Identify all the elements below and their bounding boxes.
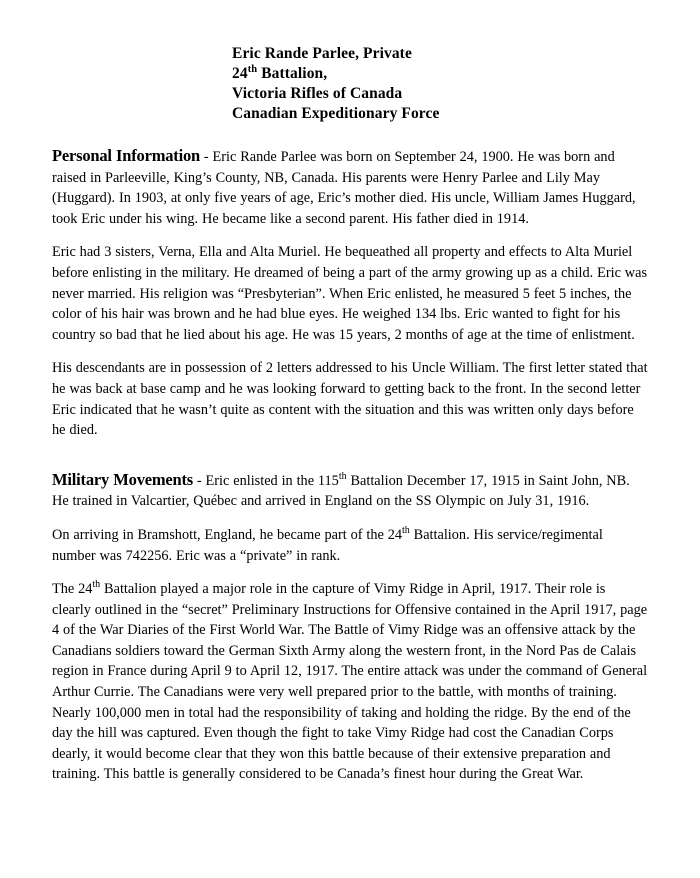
military-body-3a: The 24 [52,581,93,598]
personal-info-heading: Personal Information [52,146,200,165]
military-heading: Military Movements [52,469,194,489]
title-line-2-rest: Battalion, [257,65,328,82]
military-body-1b: Battalion December 17, 1915 in Saint John, NB. He trained in Valcartier, Québec and arrived in England on the SS Olympic on July 31, 1916. [52,472,630,510]
personal-info-paragraph-3: His descendants are in possession of 2 letters addressed to his Uncle William. The first letter stated that he was back at base camp and he was looking forward to getting back to the front. In the second letter Eric indicated that he wasn’t quite as content with the situation and this was written only days before he died. [52,360,648,439]
title-line-4: Canadian Expeditionary Force [232,105,440,122]
title-line-2 [232,64,648,84]
title-line-1: Eric Rande Parlee, Private [232,45,412,62]
military-ordinal-1: th [338,470,347,482]
title-line-2-base: 24 [232,65,248,82]
military-body-3b: Battalion played a major role in the capture of Vimy Ridge in April, 1917. Their role is clearly outlined in the “secret” Preliminary Instructions for Offensive contained in the April 1917, page 4 of the War Diaries of the First World War. The Battle of Vimy Ridge was an offensive attack by the Canadians soldiers toward the German Sixth Army along the western front, in the Nord Pas de Calais region in France during April 9 to April 12, 1917. The entire attack was under the command of General Arthur Currie. The Canadians were very well prepared prior to the battle, with months of training. Nearly 100,000 men in total had the responsibility of taking and holding the ridge. By the end of the day the hill was captured. Even though the fight to take Vimy Ridge had cost the Canadian Corps dearly, it would become clear that they won this battle because of their extensive preparation and training. This battle is generally considered to be Canada’s finest hour during the Great War. [52,581,648,783]
personal-info-body-1: Eric Rande Parlee was born on September 24, 1900. He was born and raised in Parleeville, King’s County, NB, Canada. His parents were Henry Parlee and Lily May (Huggard). In 1903, at only five years of age, Eric’s mother died. His uncle, William James Huggard, took Eric under his wing. He became like a second parent. His father died in 1914. [52,149,636,227]
document-title-block [232,44,648,124]
military-body-2a: On arriving in Bramshott, England, he became part of the 24 [52,526,402,543]
personal-info-heading-dash: - [200,149,213,165]
section-spacer [52,454,648,470]
personal-info-paragraph-2: Eric had 3 sisters, Verna, Ella and Alta Muriel. He bequeathed all property and effects to Alta Muriel before enlisting in the military. He dreamed of being a part of the army growing up as a child. Eric was never married. His religion was “Presbyterian”. When Eric enlisted, he measured 5 feet 5 inches, the color of his hair was brown and he had blue eyes. He weighed 134 lbs. Eric wanted to fight for his country so bad that he lied about his age. He was 15 years, 2 months of age at the time of enlistment. [52,244,648,343]
military-ordinal-2: th [402,525,410,537]
military-heading-dash: - [193,472,206,489]
section-military-movements [52,470,648,785]
military-ordinal-3: th [92,579,101,591]
section-personal-information [52,146,648,441]
military-body-2b: Battalion. His service/regimental number was 742256. Eric was a “private” in rank. [52,526,603,564]
title-line-2-ordinal: th [247,63,258,75]
military-paragraph-3 [52,579,648,785]
title-line-3: Victoria Rifles of Canada [232,85,403,102]
military-body-1a: Eric enlisted in the 115 [205,472,339,489]
military-paragraph-2 [52,525,648,566]
military-paragraph-1 [52,470,648,512]
personal-info-paragraph-1 [52,146,648,229]
